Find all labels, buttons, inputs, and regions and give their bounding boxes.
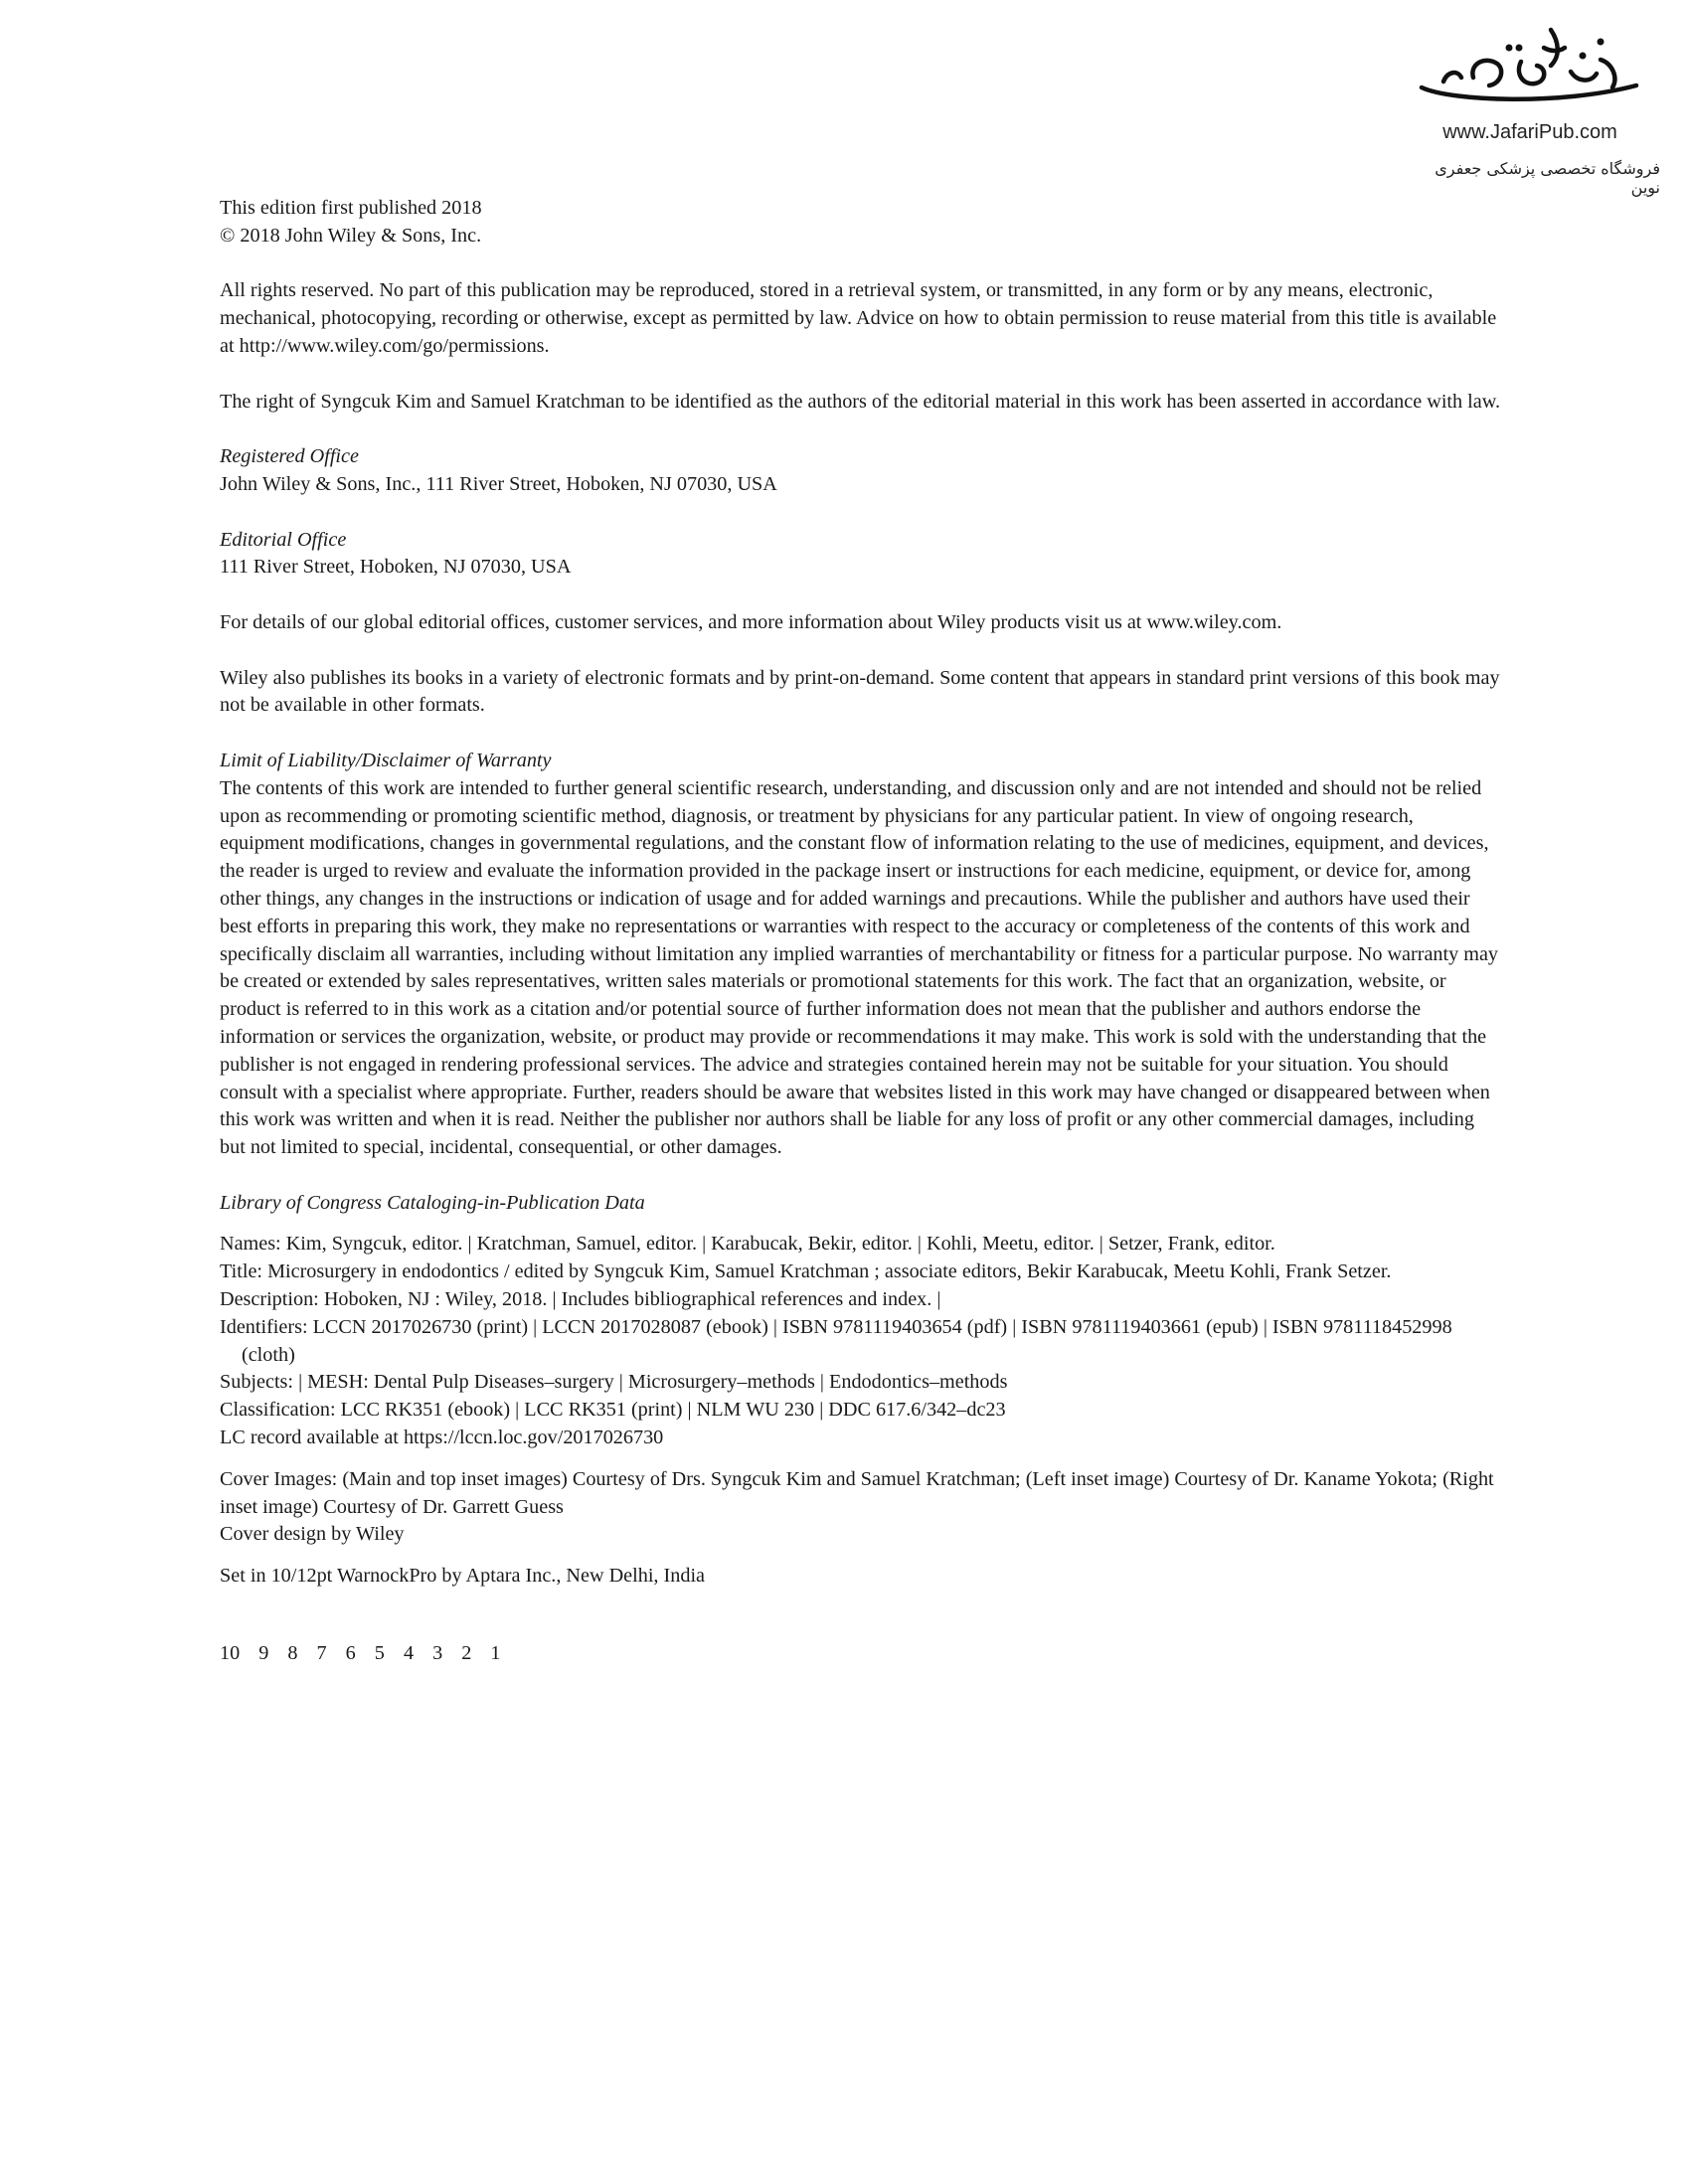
- cip-names: Names: Kim, Syngcuk, editor. | Kratchman, Samuel, editor. | Karabucak, Bekir, editor. | Kohli, Meetu, editor. | Setzer, Frank, editor.: [220, 1233, 1275, 1256]
- liability-heading: Limit of Liability/Disclaimer of Warranty: [220, 749, 552, 771]
- cover-images-credit: Cover Images: (Main and top inset images) Courtesy of Drs. Syngcuk Kim and Samuel Kratchman; (Left inset image) Courtesy of Dr. Kaname Yokota; (Right inset image) Courtesy of Dr. Garrett Guess: [220, 1467, 1494, 1518]
- editorial-office-address: 111 River Street, Hoboken, NJ 07030, USA: [220, 556, 572, 579]
- cip-heading: Library of Congress Cataloging-in-Publication Data: [220, 1191, 645, 1214]
- cip-description: Description: Hoboken, NJ : Wiley, 2018. | Includes bibliographical references and index. |: [220, 1288, 941, 1311]
- cip-classification: Classification: LCC RK351 (ebook) | LCC RK351 (print) | NLM WU 230 | DDC 617.6/342–dc23: [220, 1399, 1006, 1422]
- print-line: 10 9 8 7 6 5 4 3 2 1: [220, 1642, 501, 1665]
- authors-right-paragraph: The right of Syngcuk Kim and Samuel Kratchman to be identified as the authors of the editorial material in this work has been asserted in accordance with law.: [220, 390, 1501, 413]
- cip-title: Title: Microsurgery in endodontics / edited by Syngcuk Kim, Samuel Kratchman ; associate editors, Bekir Karabucak, Meetu Kohli, Frank Setzer.: [220, 1260, 1392, 1283]
- editorial-office-heading: Editorial Office: [220, 528, 347, 551]
- typeset-line: Set in 10/12pt WarnockPro by Aptara Inc., New Delhi, India: [220, 1565, 706, 1588]
- cip-subjects: Subjects: | MESH: Dental Pulp Diseases–surgery | Microsurgery–methods | Endodontics–methods: [220, 1371, 1008, 1394]
- copyright-line: © 2018 John Wiley & Sons, Inc.: [220, 224, 482, 247]
- rights-paragraph: All rights reserved. No part of this publication may be reproduced, stored in a retrieval system, or transmitted, in any form or by any means, electronic, mechanical, photocopying, recording or otherwise, except as permitted by law. Advice on how to obtain permission to reuse material from this title is available at http://www.wiley.com/go/permissions.: [220, 279, 1497, 357]
- formats-paragraph: Wiley also publishes its books in a variety of electronic formats and by print-on-demand. Some content that appears in standard print versions of this book may not be available in other formats.: [220, 666, 1500, 717]
- edition-line: This edition first published 2018: [220, 197, 482, 219]
- copyright-page: [220, 195, 1502, 1668]
- cover-design-credit: Cover design by Wiley: [220, 1523, 405, 1546]
- cip-lc-record: LC record available at https://lccn.loc.gov/2017026730: [220, 1427, 664, 1449]
- jafari-calligraphy-logo-icon: [1402, 22, 1660, 121]
- publisher-logo: [1402, 22, 1660, 197]
- global-offices-paragraph: For details of our global editorial offices, customer services, and more information about Wiley products visit us at www.wiley.com.: [220, 610, 1282, 633]
- cip-identifiers: Identifiers: LCCN 2017026730 (print) | LCCN 2017028087 (ebook) | ISBN 9781119403654 (pdf) | ISBN 9781119403661 (epub) | ISBN 9781118452998 (cloth): [220, 1315, 1452, 1366]
- registered-office-address: John Wiley & Sons, Inc., 111 River Street, Hoboken, NJ 07030, USA: [220, 472, 777, 495]
- registered-office-heading: Registered Office: [220, 445, 359, 468]
- liability-paragraph: The contents of this work are intended to further general scientific research, understanding, and discussion only and are not intended and should not be relied upon as recommending or promoting scientific method, diagnosis, or treatment by physicians for any particular patient. In view of ongoing research, equipment modifications, changes in governmental regulations, and the constant flow of information relating to the use of medicines, equipment, and devices, the reader is urged to review and evaluate the information provided in the package insert or instructions for each medicine, equipment, or device for, among other things, any changes in the instructions or indication of usage and for added warnings and precautions. While the publisher and authors have used their best efforts in preparing this work, they make no representations or warranties with respect to the accuracy or completeness of the contents of this work and specifically disclaim all warranties, including without limitation any implied warranties of merchantability or fitness for a particular purpose. No warranty may be created or extended by sales representatives, written sales materials or promotional statements for this work. The fact that an organization, website, or product is referred to in this work as a citation and/or potential source of further information does not mean that the publisher and authors endorse the information or services the organization, website, or product may provide or recommendations it may make. This work is sold with the understanding that the publisher is not engaged in rendering professional services. The advice and strategies contained herein may not be suitable for your situation. You should consult with a specialist where appropriate. Further, readers should be aware that websites listed in this work may have changed or disappeared between when this work was written and when it is read. Neither the publisher nor authors shall be liable for any loss of profit or any other commercial damages, including but not limited to special, incidental, consequential, or other damages.: [220, 776, 1499, 1159]
- logo-url[interactable]: www.JafariPub.com: [1442, 121, 1617, 143]
- logo-tagline: فروشگاه تخصصی پزشکی جعفری نوین: [1435, 159, 1660, 197]
